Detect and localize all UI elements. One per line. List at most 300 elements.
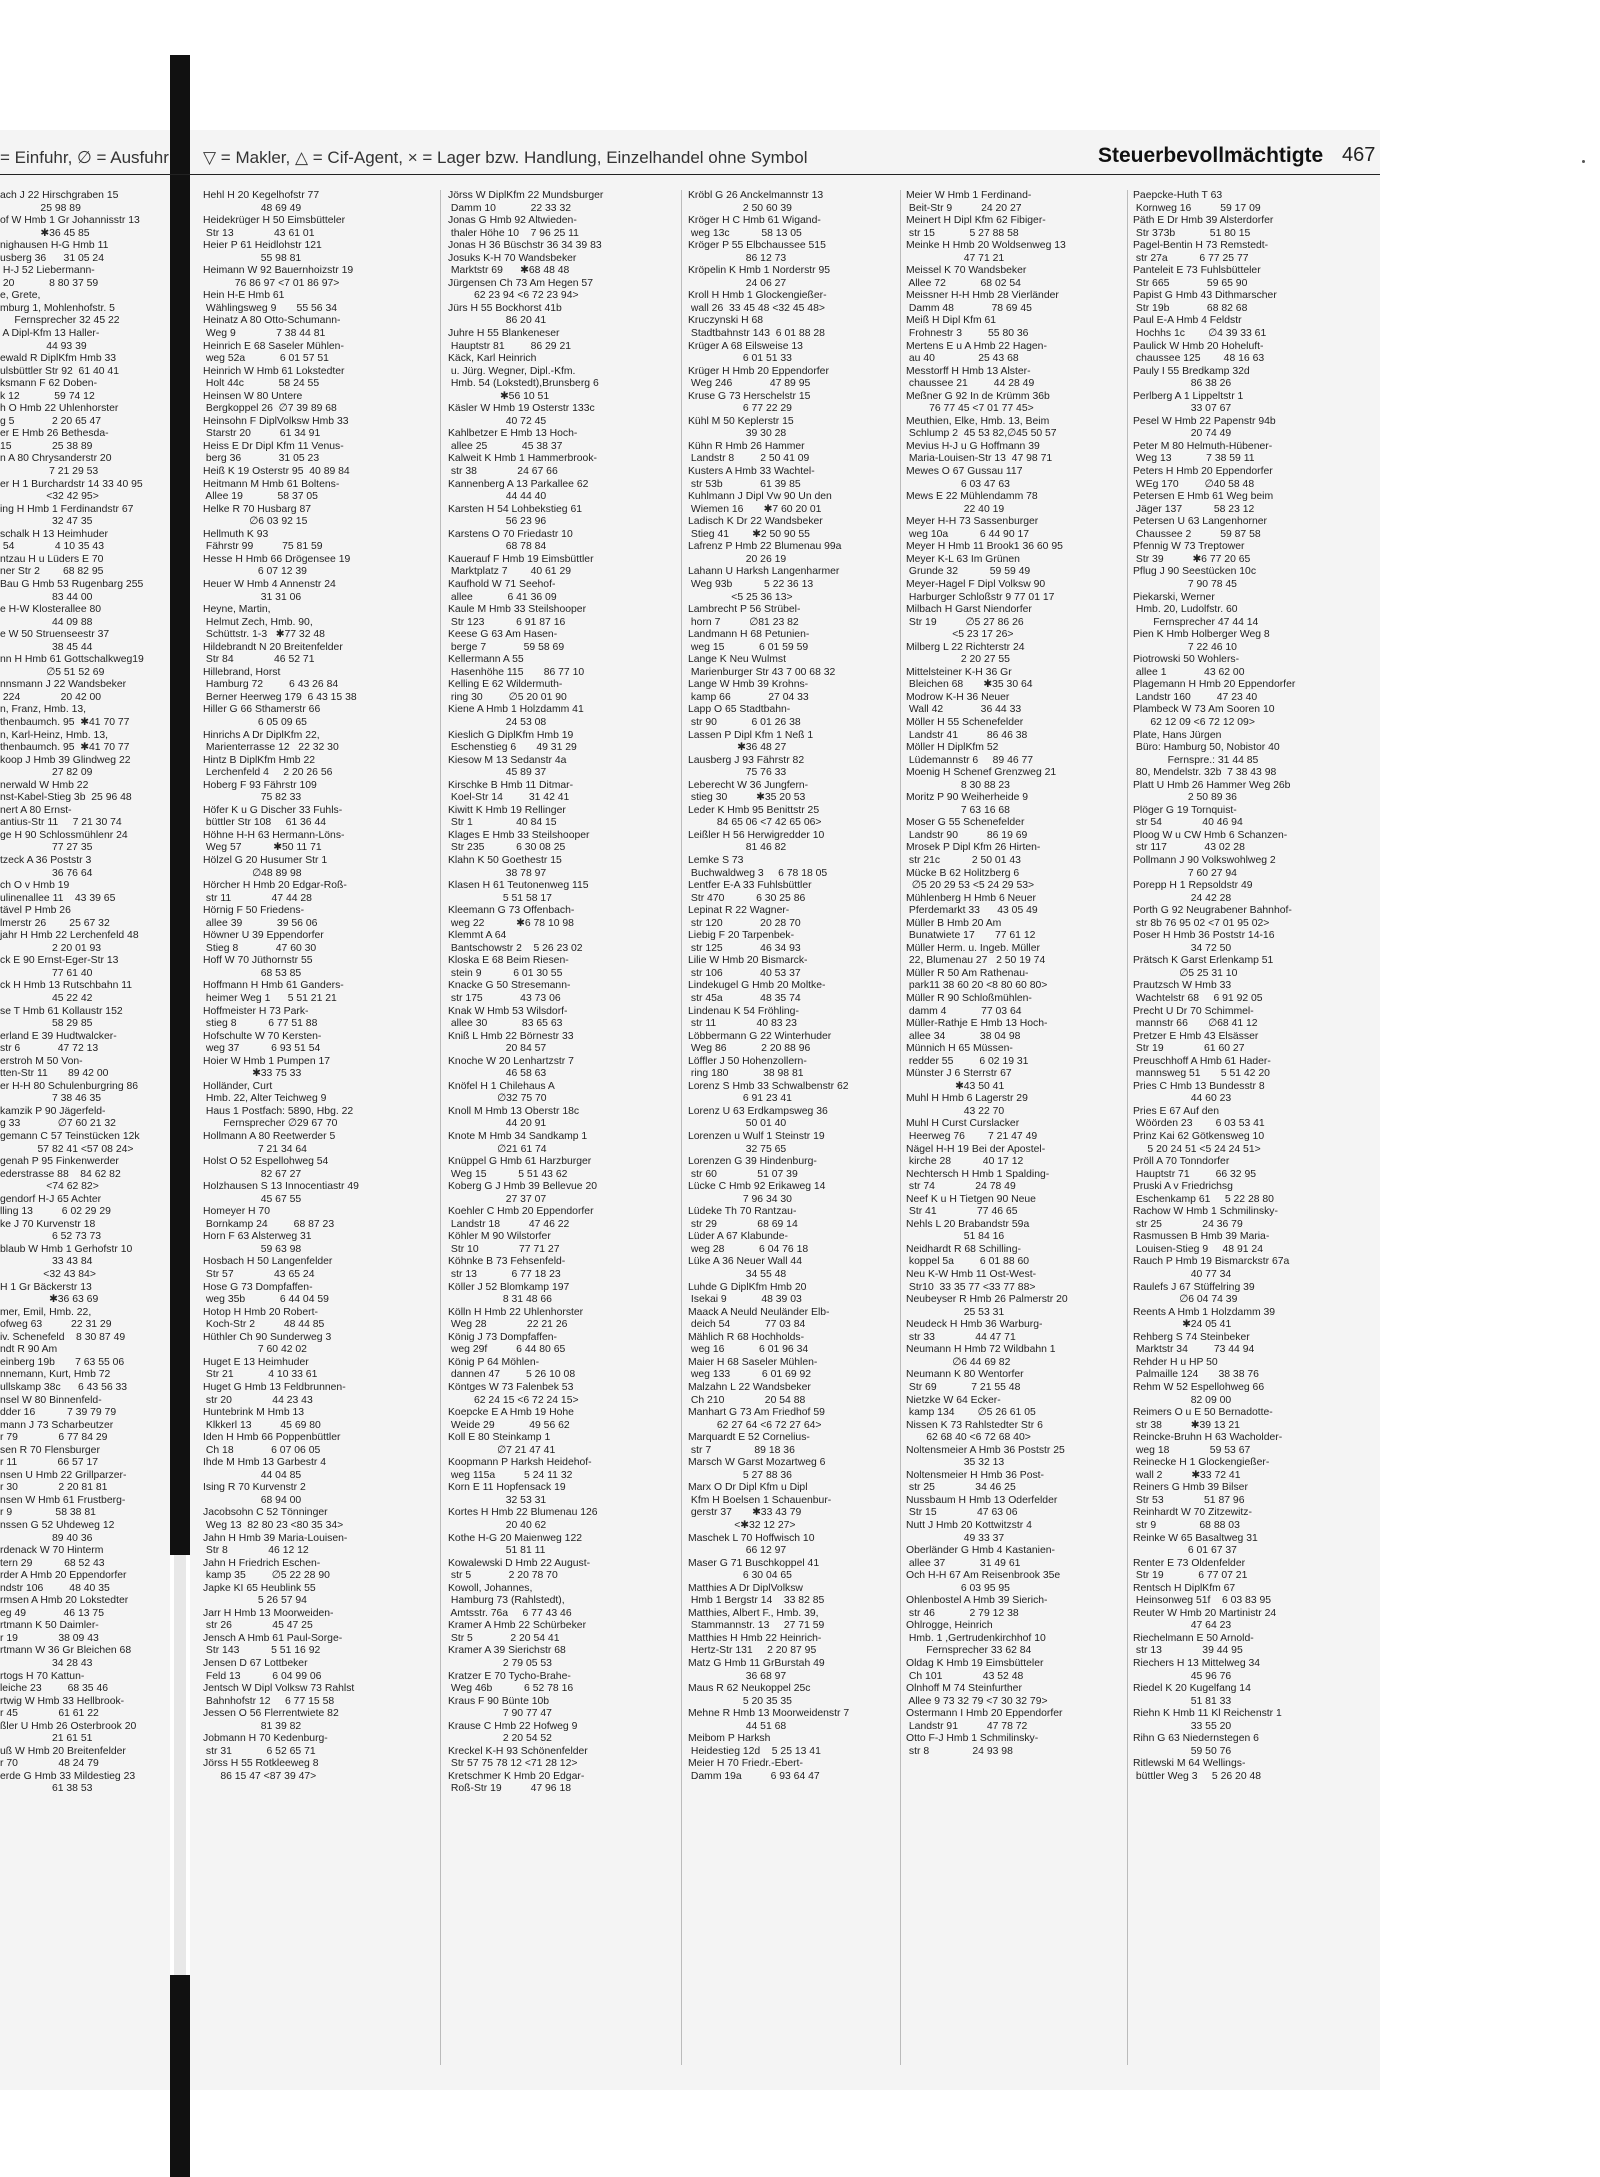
directory-entry-line: Reents A Hmb 1 Holzdamm 39 [1133,1306,1276,1318]
directory-entry-line: str 53b 61 39 85 [688,478,801,490]
directory-entry-line: 32 47 35 [0,516,93,528]
directory-entry-line: 5 26 57 94 [203,1595,307,1607]
directory-entry-line: Oberländer G Hmb 4 Kastanien- [906,1545,1056,1557]
directory-entry-line: Köhler M 90 Wilstorfer [448,1231,551,1243]
directory-entry-line: Möller H 55 Schenefelder [906,716,1024,728]
directory-entry-line: 44 93 39 [0,340,87,352]
directory-entry-line: Noltensmeier A Hmb 36 Poststr 25 [906,1444,1065,1456]
directory-entry-line: ring 180 38 98 81 [688,1068,804,1080]
directory-entry-line: nighausen H-G Hmb 11 [0,240,109,252]
directory-entry-line: Hose G 73 Dompfaffen- [203,1281,313,1293]
directory-entry-line: 6 03 95 95 [906,1582,1010,1594]
directory-entry-line: Lapp O 65 Stadtbahn- [688,704,791,716]
directory-entry-line: Krüger H Hmb 20 Eppendorfer [688,365,829,377]
directory-entry-line: Rehm W 52 Espellohweg 66 [1133,1381,1265,1393]
directory-entry-line: iv. Schenefeld 8 30 87 49 [0,1331,126,1343]
section-title: Steuerbevollmächtigte [1098,144,1324,167]
directory-entry-line: h O Hmb 22 Uhlenhorster [0,403,119,415]
directory-entry-line: str 33 44 47 71 [906,1331,1016,1343]
directory-entry-line: ∅21 61 74 [448,1143,547,1155]
directory-entry-line: Jahn H Friedrich Eschen- [203,1557,321,1569]
directory-entry-line: Palmaille 124 38 38 76 [1133,1369,1259,1381]
directory-entry-line: Maria-Louisen-Str 13 47 98 71 [906,453,1053,465]
directory-entry-line: büttler Str 108 61 36 44 [203,817,327,829]
directory-entry-line: Reuter W Hmb 20 Martinistr 24 [1133,1607,1277,1619]
directory-entry-line: Noltensmeier H Hmb 36 Post- [906,1469,1045,1481]
directory-entry-line: jahr H Hmb 22 Lerchenfeld 48 [0,930,139,942]
directory-entry-line: n, Karl-Heinz, Hmb. 13, [0,729,108,741]
directory-entry-line: 80, Mendelstr. 32b 7 38 43 98 [1133,767,1277,779]
directory-entry-line: rder A Hmb 20 Eppendorfer [0,1570,127,1582]
directory-entry-line: Muhl H Curst Curslacker [906,1118,1020,1130]
directory-entry-line: Kaule M Hmb 33 Steilshooper [448,604,587,616]
directory-entry-line: Helmut Zech, Hmb. 90, [203,616,313,628]
speck [1582,160,1585,163]
directory-entry-line: Kniß L Hmb 22 Börnestr 33 [448,1030,574,1042]
directory-entry-line: Heidestieg 12d 5 25 13 41 [688,1745,821,1757]
directory-entry-line: Piekarski, Werner [1133,591,1215,603]
directory-entry-line: Paepcke-Huth T 63 [1133,190,1223,201]
directory-entry-line: 7 21 34 64 [203,1143,307,1155]
directory-entry-line: Str 1 40 84 15 [448,817,557,829]
directory-entry-line: rtogs H 70 Kattun- [0,1670,85,1682]
directory-entry-line: Nissen K 73 Rahlstedter Str 6 [906,1419,1043,1431]
directory-entry-line: Koehler C Hmb 20 Eppendorfer [448,1206,594,1218]
directory-entry-line: Huget G Hmb 13 Feldbrunnen- [203,1381,346,1393]
directory-entry-line: Bau G Hmb 53 Rugenbarg 255 [0,578,144,590]
directory-entry-line: Lange K Neu Wulmst [688,654,786,666]
directory-entry-line: WEg 170 ∅40 58 48 [1133,478,1255,490]
directory-entry-line: Jäger 137 58 23 12 [1133,503,1255,515]
directory-entry-line: Kramer A 39 Sierichstr 68 [448,1645,566,1657]
directory-entry-line: Jobmann H 70 Kedenburg- [203,1733,328,1745]
directory-entry-line: Knak W Hmb 53 Wilsdorf- [448,1005,568,1017]
directory-entry-line: Weg 9 7 38 44 81 [203,328,326,340]
directory-entry-line: 62 23 94 <6 72 23 94> [448,290,579,302]
directory-entry-line: Peters H Hmb 20 Eppendorfer [1133,466,1273,478]
directory-entry-line: Str 19 ∅5 27 86 26 [906,616,1024,628]
directory-entry-line: Damm 10 22 33 32 [448,202,572,214]
directory-entry-line: rdenack W 70 Hinterm [0,1545,104,1557]
directory-entry-line: allee 1 43 62 00 [1133,666,1245,678]
directory-entry-line: Hoberg F 93 Fährstr 109 [203,779,317,791]
directory-entry-line: Starstr 20 61 34 91 [203,428,321,440]
directory-entry-line: berge 7 59 58 69 [448,641,565,653]
directory-entry-line: se T Hmb 61 Kollaustr 152 [0,1005,123,1017]
directory-entry-line: Josuks K-H 70 Wandsbeker [448,252,577,264]
directory-entry-line: 38 78 97 [448,867,547,879]
directory-entry-line: 15 25 38 89 [0,440,93,452]
directory-entry-line: Mevius H-J u G Hoffmann 39 [906,440,1040,452]
directory-entry-line: str 8 24 93 98 [906,1745,1013,1757]
directory-entry-line: 22 40 19 [906,503,1005,515]
directory-entry-line: Pflug J 90 Seestücken 10c [1133,566,1257,578]
directory-entry-line: Oldag K Hmb 19 Eimsbütteler [906,1657,1044,1669]
directory-entry-line: 34 55 48 [688,1269,787,1281]
directory-entry-line: str 46 2 79 12 38 [906,1607,1019,1619]
directory-entry-line: ∅6 03 92 15 [203,516,308,528]
directory-entry-line: 56 23 96 [448,516,547,528]
directory-entry-line: tern 29 68 52 43 [0,1557,105,1569]
directory-entry-line: 44 04 85 [203,1469,302,1481]
directory-entry-line: ∅7 21 47 41 [448,1444,556,1456]
directory-entry-line: str 60 51 07 39 [688,1168,798,1180]
directory-entry-line: Jessen O 56 Flerrentwiete 82 [203,1708,339,1720]
directory-entry-line: 31 31 06 [203,591,302,603]
directory-entry-line: 33 43 84 [0,1256,93,1268]
directory-entry-line: Pries C Hmb 13 Bundesstr 8 [1133,1080,1265,1092]
directory-entry-line: Hein H-E Hmb 61 [203,290,285,302]
directory-entry-line: mannstr 66 ∅68 41 12 [1133,1018,1258,1030]
directory-entry-line: mer, Emil, Hmb. 22, [0,1306,92,1318]
directory-entry-line: ch O v Hmb 19 [0,880,70,892]
directory-entry-line: 24 42 28 [1133,892,1232,904]
directory-entry-line: Lepinat R 22 Wagner- [688,905,790,917]
directory-entry-line: Meuthien, Elke, Hmb. 13, Beim [906,415,1050,427]
directory-entry-line: Heinrich E 68 Saseler Mühlen- [203,340,344,352]
directory-entry-line: nn H Hmb 61 Gottschalkweg19 [0,654,144,666]
directory-entry-line: 7 96 34 30 [688,1193,792,1205]
directory-entry-line: 51 84 16 [906,1231,1005,1243]
directory-entry-line: rtmann W 36 Gr Bleichen 68 [0,1645,132,1657]
directory-entry-line: Reiners G Hmb 39 Bilser [1133,1482,1248,1494]
directory-entry-line: Raulefs J 67 Stüffelring 39 [1133,1281,1255,1293]
directory-entry-line: Heinsohn F DiplVolksw Hmb 33 [203,415,349,427]
directory-entry-line: 7 60 27 94 [1133,867,1237,879]
directory-entry-line: er H 1 Burchardstr 14 33 40 95 [0,478,143,490]
directory-entry-line: Jentsch W Dipl Volksw 73 Rahlst [203,1683,355,1695]
directory-entry-line: 2 50 60 39 [688,202,792,214]
directory-entry-line: Jonas G Hmb 92 Altwieden- [448,215,577,227]
directory-entry-line: Allee 9 73 32 79 <7 30 32 79> [906,1695,1048,1707]
directory-entry-line: Peter M 80 Helmuth-Hübener- [1133,440,1273,452]
directory-entry-line: Bantschowstr 2 5 26 23 02 [448,942,583,954]
directory-entry-line: 36 76 64 [0,867,93,879]
directory-entry-line: Landstr 91 47 78 72 [906,1720,1028,1732]
directory-entry-line: Str 235 6 30 08 25 [448,842,566,854]
directory-entry-line: Platt U Hmb 26 Hammer Weg 26b [1133,779,1291,791]
directory-entry-line: Krause C Hmb 22 Hofweg 9 [448,1720,578,1732]
directory-entry-line: ntzau H u Lüders E 70 [0,553,104,565]
directory-entry-line: allee 37 31 49 61 [906,1557,1021,1569]
directory-entry-line: Weg 46b 6 52 78 16 [448,1683,574,1695]
directory-entry-line: str 6 47 72 13 [0,1043,99,1055]
directory-column-3 [688,190,908,1783]
directory-entry-line: ndstr 106 48 40 35 [0,1582,110,1594]
directory-entry-line: Nechtersch H Hmb 1 Spalding- [906,1168,1050,1180]
directory-entry-line: 46 58 63 [448,1068,547,1080]
directory-entry-line: 2 79 05 53 [448,1657,552,1669]
directory-entry-line: 20 8 80 37 59 [0,277,99,289]
directory-entry-line: weg 35b 6 44 04 59 [203,1294,329,1306]
directory-entry-line: 25 53 31 [906,1306,1005,1318]
directory-entry-line: Wall 42 36 44 33 [906,704,1022,716]
directory-entry-line: weg 37 6 93 51 54 [203,1043,321,1055]
directory-entry-line: deich 54 77 03 84 [688,1319,806,1331]
directory-entry-line: Höfer K u G Discher 33 Fuhls- [203,804,343,816]
directory-entry-line: Porth G 92 Neugrabener Bahnhof- [1133,905,1292,917]
directory-entry-line: 6 91 23 41 [688,1093,792,1105]
directory-entry-line: Bunatwiete 17 77 61 12 [906,930,1036,942]
directory-entry-line: Kröger P 55 Elbchaussee 515 [688,240,826,252]
directory-column-5 [1133,190,1373,1783]
directory-entry-line: weg 133 6 01 69 92 [688,1369,812,1381]
directory-entry-line: Ising R 70 Kurvenstr 2 [203,1482,306,1494]
directory-entry-line: Knöfel H 1 Chilehaus A [448,1080,555,1092]
directory-entry-line: Pesel W Hmb 22 Papenstr 94b [1133,415,1276,427]
directory-entry-line: Str 41 77 46 65 [906,1206,1018,1218]
directory-entry-line: Köller J 52 Blomkamp 197 [448,1281,570,1293]
directory-entry-line: ✱43 50 41 [906,1080,1005,1092]
directory-entry-line: Huntebrink M Hmb 13 [203,1407,305,1419]
directory-entry-line: Preuschhoff A Hmb 61 Hader- [1133,1055,1271,1067]
directory-entry-line: Meier W Hmb 1 Ferdinand- [906,190,1032,201]
directory-entry-line: Marsch W Garst Mozartweg 6 [688,1457,826,1469]
directory-entry-line: Lindenau K 54 Fröhling- [688,1005,799,1017]
directory-entry-line: Heimann W 92 Bauernhoizstr 19 [203,265,354,277]
directory-entry-line: Rentsch H DiplKfm 67 [1133,1582,1236,1594]
directory-entry-line: Moser G 55 Schenefelder [906,817,1025,829]
directory-entry-line: str 74 24 78 49 [906,1181,1016,1193]
directory-entry-line: Klkkerl 13 45 69 80 [203,1419,321,1431]
directory-entry-line: Lambrecht P 56 Strübel- [688,604,801,616]
directory-entry-line: 62 27 64 <6 72 27 64> [688,1419,822,1431]
directory-entry-line: Pretzer E Hmb 43 Elsässer [1133,1030,1259,1042]
directory-entry-line: Hellmuth K 93 [203,528,269,540]
directory-entry-line: Str 19b 68 82 68 [1133,302,1248,314]
directory-entry-line: ulsbüttler Str 92 61 40 41 [0,365,119,377]
directory-entry-line: Str 69 7 21 55 48 [906,1381,1021,1393]
directory-entry-line: 34 28 43 [0,1657,93,1669]
directory-entry-line: Nietzke W 64 Ecker- [906,1394,1001,1406]
directory-entry-line: Beit-Str 9 24 20 27 [906,202,1022,214]
directory-entry-line: Stammannstr. 13 27 71 59 [688,1620,825,1632]
directory-entry-line: Perlberg A 1 Lippeltstr 1 [1133,390,1244,402]
directory-entry-line: nsen U Hmb 22 Grillparzer- [0,1469,127,1481]
directory-entry-line: Homeyer H 70 [203,1206,270,1218]
directory-entry-line: Matthies A Dr DiplVolksw [688,1582,803,1594]
directory-entry-line: Pferdemarkt 33 43 05 49 [906,905,1038,917]
directory-column-4 [906,190,1122,1758]
directory-entry-line: Weg 13 82 80 23 <80 35 34> [203,1519,344,1531]
directory-entry-line: Manhart G 73 Am Friedhof 59 [688,1407,825,1419]
directory-entry-line: Riedel K 20 Kugelfang 14 [1133,1683,1251,1695]
directory-entry-line: Kühl M 50 Keplerstr 15 [688,415,794,427]
directory-entry-line: 84 65 06 <7 42 65 06> [688,817,822,829]
directory-entry-line: Lüder A 67 Klabunde- [688,1231,788,1243]
directory-entry-line: redder 55 6 02 19 31 [906,1055,1029,1067]
directory-entry-line: Juhre H 55 Blankeneser [448,328,560,340]
directory-entry-line: str 5 2 20 78 70 [448,1570,558,1582]
directory-entry-line: 43 22 70 [906,1105,1005,1117]
directory-entry-line: Weg 86 2 20 88 96 [688,1043,811,1055]
directory-entry-line: 51 81 33 [1133,1695,1232,1707]
directory-entry-line: 61 38 53 [0,1783,93,1795]
directory-entry-line: Fährstr 99 75 81 59 [203,541,323,553]
directory-entry-line: 44 20 91 [448,1118,547,1130]
directory-entry-line: nssen G 52 Uhdeweg 12 [0,1519,115,1531]
directory-entry-line: str 25 34 46 25 [906,1482,1016,1494]
directory-entry-line: Hmb. 22, Alter Teichweg 9 [203,1093,327,1105]
page-number: 467 [1342,144,1376,166]
directory-entry-line: 20 26 19 [688,553,787,565]
directory-entry-line: erde G Hmb 33 Mildestieg 23 [0,1770,136,1782]
directory-entry-line: Kauerauf F Hmb 19 Eimsbüttler [448,553,594,565]
directory-entry-line: ✱24 05 41 [1133,1319,1232,1331]
directory-entry-line: Kahlbetzer E Hmb 13 Hoch- [448,428,578,440]
directory-entry-line: Münnich H 65 Müssen- [906,1043,1013,1055]
directory-entry-line: Knoche W 20 Lenhartzstr 7 [448,1055,574,1067]
directory-entry-line: 224 20 42 00 [0,691,102,703]
directory-entry-line: 27 37 07 [448,1193,547,1205]
directory-entry-line: Münster J 6 Sterrstr 67 [906,1068,1012,1080]
directory-entry-line: Jahn H Hmb 39 Maria-Louisen- [203,1532,348,1544]
directory-entry-line: Marktstr 69 ✱68 48 48 [448,265,570,277]
directory-entry-line: Rehberg S 74 Steinbeker [1133,1331,1250,1343]
directory-entry-line: ßler U Hmb 26 Osterbrook 20 [0,1720,137,1732]
directory-entry-line: Hauptstr 71 66 32 95 [1133,1168,1257,1180]
directory-entry-line: Kortes H Hmb 22 Blumenau 126 [448,1507,598,1519]
directory-entry-line: Pien K Hmb Holberger Weg 8 [1133,629,1270,641]
directory-entry-line: r 11 66 57 17 [0,1457,98,1469]
directory-entry-line: Chaussee 2 59 87 58 [1133,528,1261,540]
directory-entry-line: erland E 39 Hudtwalcker- [0,1030,117,1042]
directory-entry-line: Kiwitt K Hmb 19 Rellinger [448,804,566,816]
directory-entry-line: ederstrasse 88 84 62 82 [0,1168,121,1180]
directory-entry-line: Lerchenfeld 4 2 20 26 56 [203,767,333,779]
directory-entry-line: Allee 72 68 02 54 [906,277,1021,289]
directory-entry-line: Str10 33 35 77 <33 77 88> [906,1281,1036,1293]
directory-entry-line: thenbaumch. 95 ✱41 70 77 [0,742,130,754]
directory-entry-line: Büro: Hamburg 50, Nobistor 40 [1133,742,1280,754]
directory-entry-line: Berner Heerweg 179 6 43 15 38 [203,691,357,703]
directory-entry-line: 7 90 77 47 [448,1708,552,1720]
directory-entry-line: Meissner H-H Hmb 28 Vierländer [906,290,1059,302]
directory-entry-line: Prinz Kai 62 Götkensweg 10 [1133,1131,1265,1143]
directory-entry-line: Weide 29 49 56 62 [448,1419,570,1431]
directory-entry-line: e, Grete, [0,290,41,302]
directory-entry-line: Helke R 70 Husbarg 87 [203,503,312,515]
directory-entry-line: 77 27 35 [0,842,93,854]
directory-entry-line: Fernspre.: 31 44 85 [1133,754,1259,766]
directory-entry-line: nsel W 80 Binnenfeld- [0,1394,102,1406]
directory-entry-line: Neudeck H Hmb 36 Warburg- [906,1319,1043,1331]
directory-entry-line: Mewes O 67 Gussau 117 [906,466,1023,478]
directory-entry-line: Paul E-A Hmb 4 Feldstr [1133,315,1242,327]
directory-entry-line: Kretschmer K Hmb 20 Edgar- [448,1770,585,1782]
directory-entry-line: Landstr 90 86 19 69 [906,829,1028,841]
directory-entry-line: Müller R 90 Schloßmühlen- [906,993,1032,1004]
directory-entry-line: 75 82 33 [203,792,302,804]
directory-entry-line: Bahnhofstr 12 6 77 15 58 [203,1695,335,1707]
directory-entry-line: kamp 35 ∅5 22 28 90 [203,1570,330,1582]
directory-entry-line: Hauptstr 81 86 29 21 [448,340,572,352]
directory-entry-line: Weg 57 ✱50 11 71 [203,842,322,854]
directory-entry-line: Japke KI 65 Heublink 55 [203,1582,316,1594]
directory-entry-line: Jacobsohn C 52 Tönninger [203,1507,328,1519]
directory-entry-line: 55 98 81 [203,252,302,264]
directory-entry-line: Weg 28 22 21 26 [448,1319,568,1331]
directory-entry-line: nerwald W Hmb 22 [0,779,89,791]
directory-entry-line: ke J 70 Kurvenstr 18 [0,1218,96,1230]
directory-entry-line: Str 84 46 52 71 [203,654,315,666]
directory-entry-line: 7 90 78 45 [1133,578,1237,590]
directory-entry-line: Heiß K 19 Osterstr 95 40 89 84 [203,466,350,478]
directory-entry-line: Hmb. 54 (Lokstedt),Brunsberg 6 [448,378,599,390]
directory-entry-line: r 45 61 61 22 [0,1708,99,1720]
directory-entry-line: Päth E Dr Hmb 39 Alsterdorfer [1133,215,1274,227]
directory-entry-line: Koll E 80 Steinkamp 1 [448,1432,551,1444]
directory-entry-line: Löbbermann G 22 Winterhuder [688,1030,832,1042]
directory-column-1 [203,190,423,1783]
directory-entry-line: Grunde 32 59 59 49 [906,566,1031,578]
directory-entry-line: Stieg 41 ✱2 50 90 55 [688,528,810,540]
directory-entry-line: Maier H 68 Saseler Mühlen- [688,1356,818,1368]
directory-entry-line: 2 50 89 36 [1133,792,1237,804]
directory-entry-line: 2 20 54 52 [448,1733,552,1745]
directory-entry-line: Hüthler Ch 90 Sunderweg 3 [203,1331,332,1343]
directory-entry-line: Hildebrandt N 20 Breitenfelder [203,641,343,653]
directory-entry-line: Koepcke E A Hmb 19 Hohe [448,1407,574,1419]
directory-entry-line: 51 81 11 [448,1545,546,1557]
directory-entry-line: rmsen A Hmb 20 Lokstedter [0,1595,129,1607]
directory-entry-line: Rihn G 63 Niedernstegen 6 [1133,1733,1259,1745]
directory-entry-line: gerstr 37 ✱33 43 79 [688,1507,802,1519]
directory-entry-line: rtmann K 50 Daimler- [0,1620,99,1632]
directory-entry-line: 45 89 37 [448,767,547,779]
directory-entry-line: Hotop H Hmb 20 Robert- [203,1306,318,1318]
directory-entry-line: e W 50 Struenseestr 37 [0,629,110,641]
directory-entry-line: 8 31 48 66 [448,1294,552,1306]
directory-entry-line: 47 64 23 [1133,1620,1232,1632]
directory-entry-line: Rachow W Hmb 1 Schmilinsky- [1133,1206,1278,1218]
directory-entry-line: H 1 Gr Bäckerstr 13 [0,1281,92,1293]
directory-entry-line: stieg 8 6 77 51 88 [203,1018,318,1030]
column-rule [440,190,441,2065]
directory-entry-line: thaler Höhe 10 7 96 25 11 [448,227,579,239]
directory-entry-line: Kröpelin K Hmb 1 Norderstr 95 [688,265,831,277]
directory-entry-line: Feld 13 6 04 99 06 [203,1670,322,1682]
directory-entry-line: ∅6 04 74 39 [1133,1294,1238,1306]
directory-entry-line: Kiesow M 13 Sedanstr 4a [448,754,567,766]
directory-entry-line: 7 63 16 68 [906,804,1010,816]
directory-entry-line: Rasmussen B Hmb 39 Maria- [1133,1231,1270,1243]
directory-entry-line: 68 78 84 [448,541,547,553]
directory-entry-line: Landstr 41 86 46 38 [906,729,1028,741]
directory-entry-line: Heinrich W Hmb 61 Lokstedter [203,365,345,377]
directory-entry-line: Weg 15 5 51 43 62 [448,1168,568,1180]
directory-entry-line: Hmb. 20, Ludolfstr. 60 [1133,604,1238,616]
directory-entry-line: 81 39 82 [203,1720,302,1732]
directory-entry-line: weg 18 59 53 67 [1133,1444,1251,1456]
directory-entry-line: Hinrichs A Dr DiplKfm 22, [203,729,320,741]
directory-entry-line: 86 12 73 [688,252,787,264]
directory-entry-line: Lindekugel G Hmb 20 Moltke- [688,980,826,992]
directory-entry-line: Klages E Hmb 33 Steilshooper [448,829,590,841]
directory-entry-line: Kuhlmann J Dipl Vw 90 Un den [688,491,832,503]
directory-entry-line: Paulick W Hmb 20 Hoheluft- [1133,340,1264,352]
directory-entry-line: 59 50 76 [1133,1745,1232,1757]
directory-entry-line: 38 45 44 [0,641,93,653]
directory-entry-line: Wiemen 16 ✱7 60 20 01 [688,503,822,515]
directory-entry-line: Haus 1 Postfach: 5890, Hbg. 22 [203,1105,354,1117]
directory-entry-line: nert A 80 Ernst- [0,804,72,816]
directory-entry-line: König J 73 Dompfaffen- [448,1331,557,1343]
directory-entry-line: Holst O 52 Espellohweg 54 [203,1156,329,1168]
directory-entry-line: Kornweg 16 59 17 09 [1133,202,1261,214]
directory-entry-line: damm 4 77 03 64 [906,1005,1022,1017]
directory-entry-line: A Dipl-Kfm 13 Haller- [0,328,100,340]
